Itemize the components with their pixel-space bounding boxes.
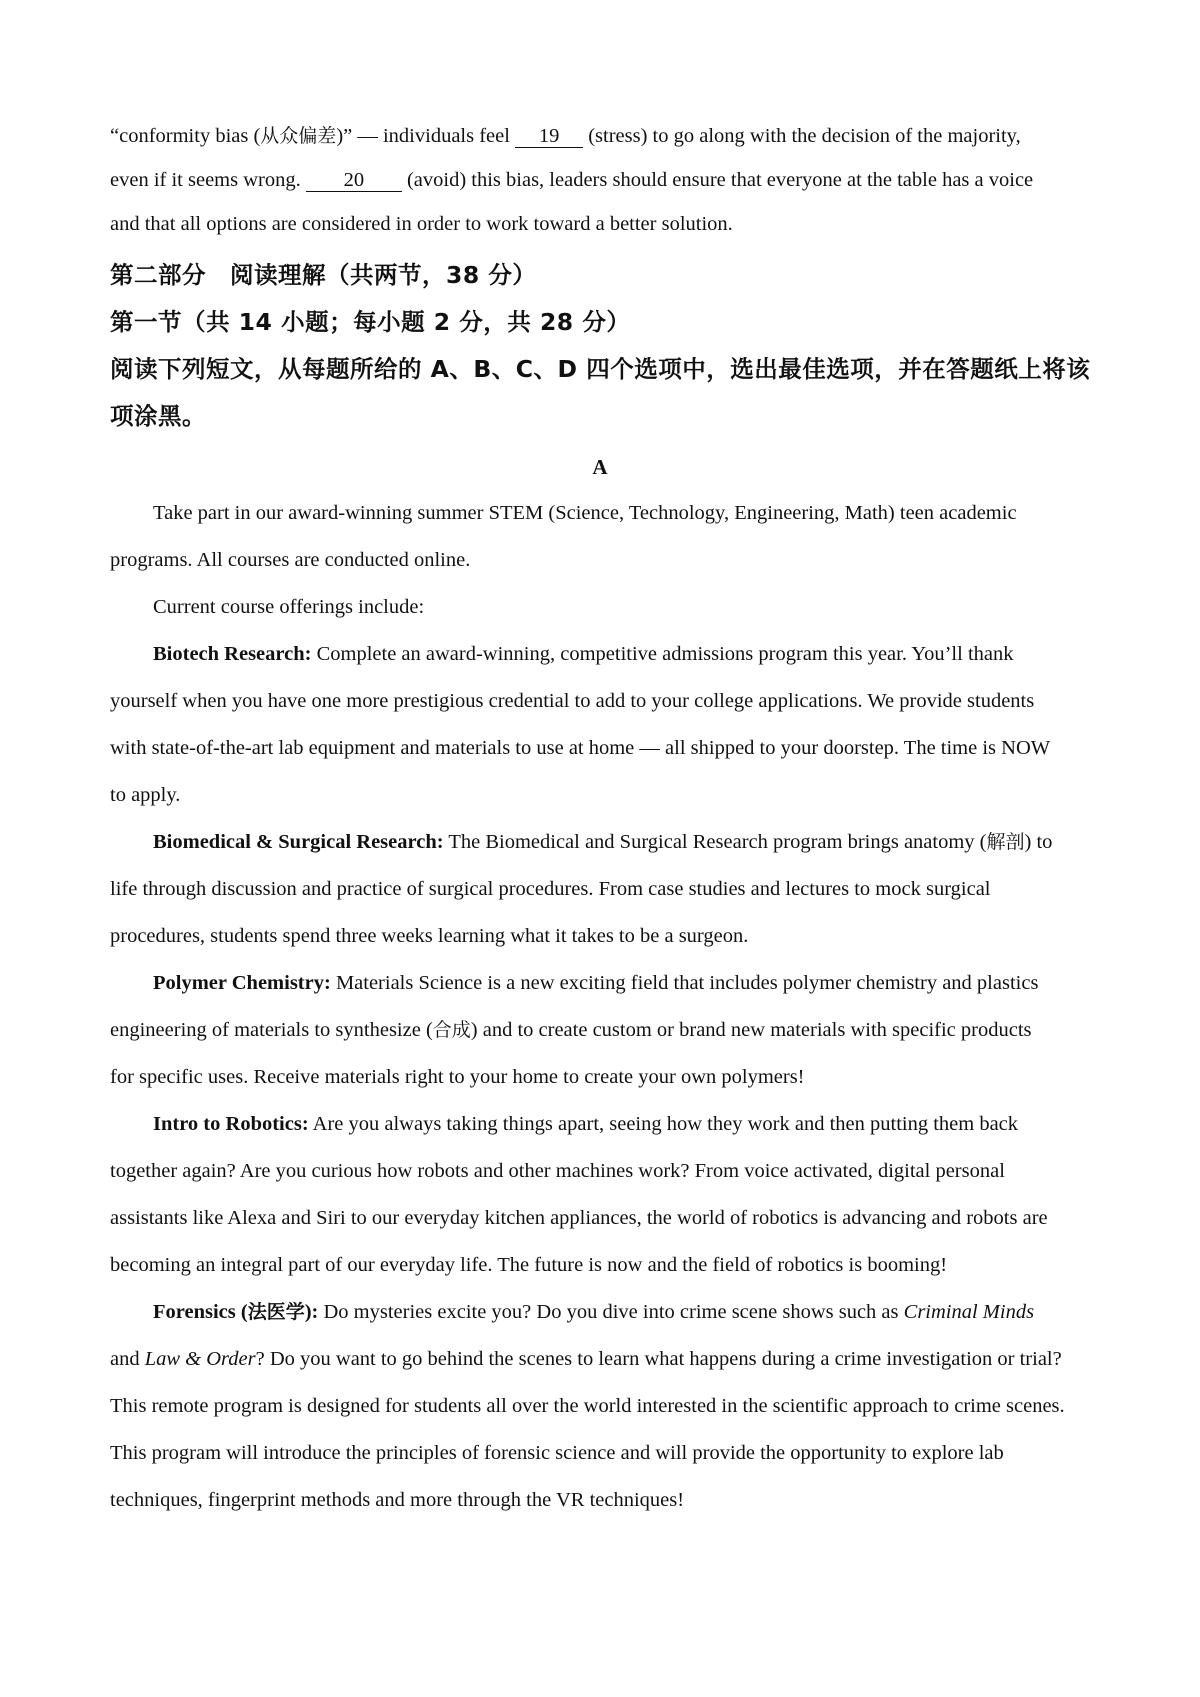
text-segment: ) to xyxy=(1024,831,1053,853)
chinese-gloss: 解剖 xyxy=(986,831,1025,853)
biomedical-line-3: procedures, students spend three weeks learning what it takes to be a surgeon. xyxy=(110,925,749,947)
text-segment: (stress) to go along with the decision of the majority, xyxy=(583,125,1021,147)
show-title: Criminal Minds xyxy=(903,1301,1035,1323)
biomedical-line-2: life through discussion and practice of surgical procedures. From case studies and lectures to mock surgical xyxy=(110,878,991,900)
text-segment: ): xyxy=(304,1301,319,1323)
forensics-line-5: techniques, fingerprint methods and more through the VR techniques! xyxy=(110,1489,685,1511)
text-segment: engineering of materials to synthesize ( xyxy=(110,1019,433,1041)
course-term: Intro to Robotics: xyxy=(153,1113,309,1135)
instructions-line-2: 项涂黑。 xyxy=(110,402,206,430)
blank-20[interactable]: 20 xyxy=(306,169,402,192)
text-segment: Are you always taking things apart, seeing how they work and then putting them back xyxy=(308,1113,1019,1135)
biomedical-line-1 xyxy=(153,828,1120,856)
text-segment: The Biomedical and Surgical Research program brings anatomy ( xyxy=(443,831,987,853)
robotics-line-4: becoming an integral part of our everyday life. The future is now and the field of robotics is booming! xyxy=(110,1254,948,1276)
forensics-line-2 xyxy=(110,1345,1120,1373)
forensics-line-3: This remote program is designed for students all over the world interested in the scientific approach to crime scenes. xyxy=(110,1395,1065,1417)
instructions-line-1: 阅读下列短文，从每题所给的 A、B、C、D 四个选项中，选出最佳选项，并在答题纸上将该 xyxy=(110,355,1091,383)
blank-19[interactable]: 19 xyxy=(515,125,583,148)
chinese-gloss: 合成 xyxy=(432,1019,471,1041)
polymer-line-2 xyxy=(110,1016,1120,1044)
text-segment: “conformity bias ( xyxy=(110,125,261,147)
forensics-line-1 xyxy=(153,1298,1120,1326)
chinese-gloss: 法医学 xyxy=(247,1301,305,1323)
forensics-line-4: This program will introduce the principles of forensic science and will provide the opportunity to explore lab xyxy=(110,1442,1004,1464)
top-paragraph-line-1 xyxy=(110,122,1120,150)
section-one-heading: 第一节（共 14 小题；每小题 2 分，共 28 分） xyxy=(110,308,631,336)
text-segment: and xyxy=(110,1348,145,1370)
show-title: Law & Order xyxy=(144,1348,256,1370)
biotech-line-1 xyxy=(153,640,1120,668)
course-term: Biomedical & Surgical Research: xyxy=(153,831,444,853)
part-two-heading: 第二部分 阅读理解（共两节，38 分） xyxy=(110,261,537,289)
text-segment: (avoid) this bias, leaders should ensure that everyone at the table has a voice xyxy=(401,169,1034,191)
text-segment: Complete an award-winning, competitive admissions program this year. You’ll thank xyxy=(311,643,1014,665)
text-segment: Materials Science is a new exciting field that includes polymer chemistry and plastics xyxy=(330,972,1039,994)
text-segment: ? Do you want to go behind the scenes to learn what happens during a crime investigation or trial? xyxy=(255,1348,1062,1370)
text-segment: ) and to create custom or brand new materials with specific products xyxy=(470,1019,1032,1041)
polymer-line-1 xyxy=(153,969,1120,997)
text-segment: Do mysteries excite you? Do you dive into crime scene shows such as xyxy=(318,1301,904,1323)
robotics-line-3: assistants like Alexa and Siri to our everyday kitchen appliances, the world of robotics is advancing and robots are xyxy=(110,1207,1048,1229)
passage-title: A xyxy=(592,455,608,479)
course-term xyxy=(153,1301,318,1323)
biotech-line-4: to apply. xyxy=(110,784,181,806)
chinese-gloss: 从众偏差 xyxy=(260,125,337,147)
robotics-line-2: together again? Are you curious how robots and other machines work? From voice activated, digital personal xyxy=(110,1160,1005,1182)
intro-line-1: Take part in our award-winning summer STEM (Science, Technology, Engineering, Math) teen academic xyxy=(153,502,1017,524)
text-segment: )” — individuals feel xyxy=(336,125,516,147)
course-term: Polymer Chemistry: xyxy=(153,972,331,994)
biotech-line-2: yourself when you have one more prestigious credential to add to your college applications. We provide students xyxy=(110,690,1035,712)
text-segment: even if it seems wrong. xyxy=(110,169,306,191)
intro-line-2: programs. All courses are conducted online. xyxy=(110,549,471,571)
offerings-label: Current course offerings include: xyxy=(153,596,425,618)
text-segment: Forensics ( xyxy=(153,1301,248,1323)
top-paragraph-line-3: and that all options are considered in order to work toward a better solution. xyxy=(110,213,733,235)
top-paragraph-line-2 xyxy=(110,166,1120,194)
polymer-line-3: for specific uses. Receive materials right to your home to create your own polymers! xyxy=(110,1066,805,1088)
robotics-line-1 xyxy=(153,1110,1120,1138)
course-term: Biotech Research: xyxy=(153,643,312,665)
biotech-line-3: with state-of-the-art lab equipment and materials to use at home — all shipped to your doorstep. The time is NOW xyxy=(110,737,1051,759)
